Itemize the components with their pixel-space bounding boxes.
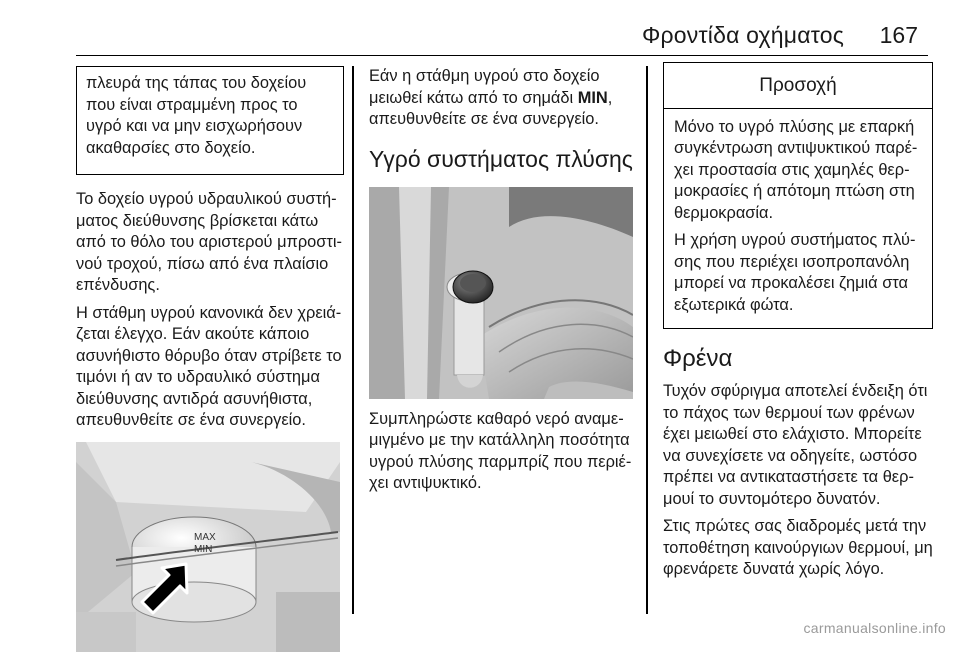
washer-fill-paragraph: Συμπληρώστε καθαρό νερό αναμεμιγμένο με την κατάλληλη ποσότητα υγρού πλύσης παρμπρίζ που περιέχει αντιψυκτικό. xyxy=(369,409,632,492)
column-divider-1 xyxy=(352,66,354,614)
page-header xyxy=(76,0,928,56)
page-number: 167 xyxy=(879,22,918,48)
caution-title: Προσοχή xyxy=(664,63,932,109)
washer-fluid-heading: Υγρό συστήματος πλύσης xyxy=(369,145,633,172)
brakes-paragraph-1: Τυχόν σφύριγμα αποτελεί ένδειξη ότι το πάχος των θερμουί των φρένων έχει μειωθεί στο ελάχιστο. Μπορείτε να συνεχίσετε να οδηγείτε, ωστόσο πρέπει να αντικαταστήσετε τα θερμουί το συντομότερο δυνατόν. xyxy=(663,382,928,508)
steering-reservoir-figure xyxy=(76,442,340,652)
steering-fluid-paragraph-1: Το δοχείο υγρού υδραυλικού συστήματος διεύθυνσης βρίσκεται κάτω από το θόλο του αριστερού μπροστινού τροχού, πίσω από ένα πλαίσιο επένδυσης. xyxy=(76,190,342,294)
watermark: carmanualsonline.info xyxy=(803,620,946,636)
brakes-heading: Φρένα xyxy=(663,345,733,372)
section-title: Φροντίδα οχήματος xyxy=(641,22,844,48)
continued-note-text: πλευρά της τάπας του δοχείου που είναι στραμμένη προς το υγρό και να μην εισχωρήσουν ακαθαρσίες στο δοχείο. xyxy=(86,74,307,157)
continued-note-box xyxy=(76,66,344,175)
column-1 xyxy=(76,66,344,652)
caution-paragraph-1: Μόνο το υγρό πλύσης με επαρκή συγκέντρωση αντιψυκτικού παρέχει προστασία στις χαμηλές θερμοκρασίες ή απότομη πτώση στη θερμοκρασία. xyxy=(674,117,918,222)
column-3 xyxy=(663,62,933,587)
column-2 xyxy=(369,66,634,501)
washer-reservoir-figure xyxy=(369,187,633,399)
min-mark-text: MIN xyxy=(577,88,608,107)
brakes-paragraph-2: Στις πρώτες σας διαδρομές μετά την τοποθέτηση καινούργιων θερμουί, μη φρενάρετε δυνατά χωρίς λόγο. xyxy=(663,517,933,578)
caution-paragraph-2: Η χρήση υγρού συστήματος πλύσης που περιέχει ισοπροπανόλη μπορεί να προκαλέσει ζημιά στα εξωτερικά φώτα. xyxy=(674,231,916,314)
min-mark-label: MIN xyxy=(194,543,213,555)
max-mark-label: MAX xyxy=(194,531,216,543)
steering-fluid-paragraph-2: Η στάθμη υγρού κανονικά δεν χρειάζεται έλεγχο. Εάν ακούτε κάποιο ασυνήθιστο θόρυβο όταν στρίβετε το τιμόνι ή αν το υδραυλικό σύστημα διεύθυνσης αντιδρά ασυνήθιστα, απευθυνθείτε σε ένα συνεργείο. xyxy=(76,303,342,429)
washer-min-paragraph: Εάν η στάθμη υγρού στο δοχείο μειωθεί κάτω από το σημάδι MIN, απευθυνθείτε σε ένα συνεργείο. xyxy=(369,67,613,128)
column-divider-2 xyxy=(646,66,648,614)
caution-notice xyxy=(663,62,933,329)
